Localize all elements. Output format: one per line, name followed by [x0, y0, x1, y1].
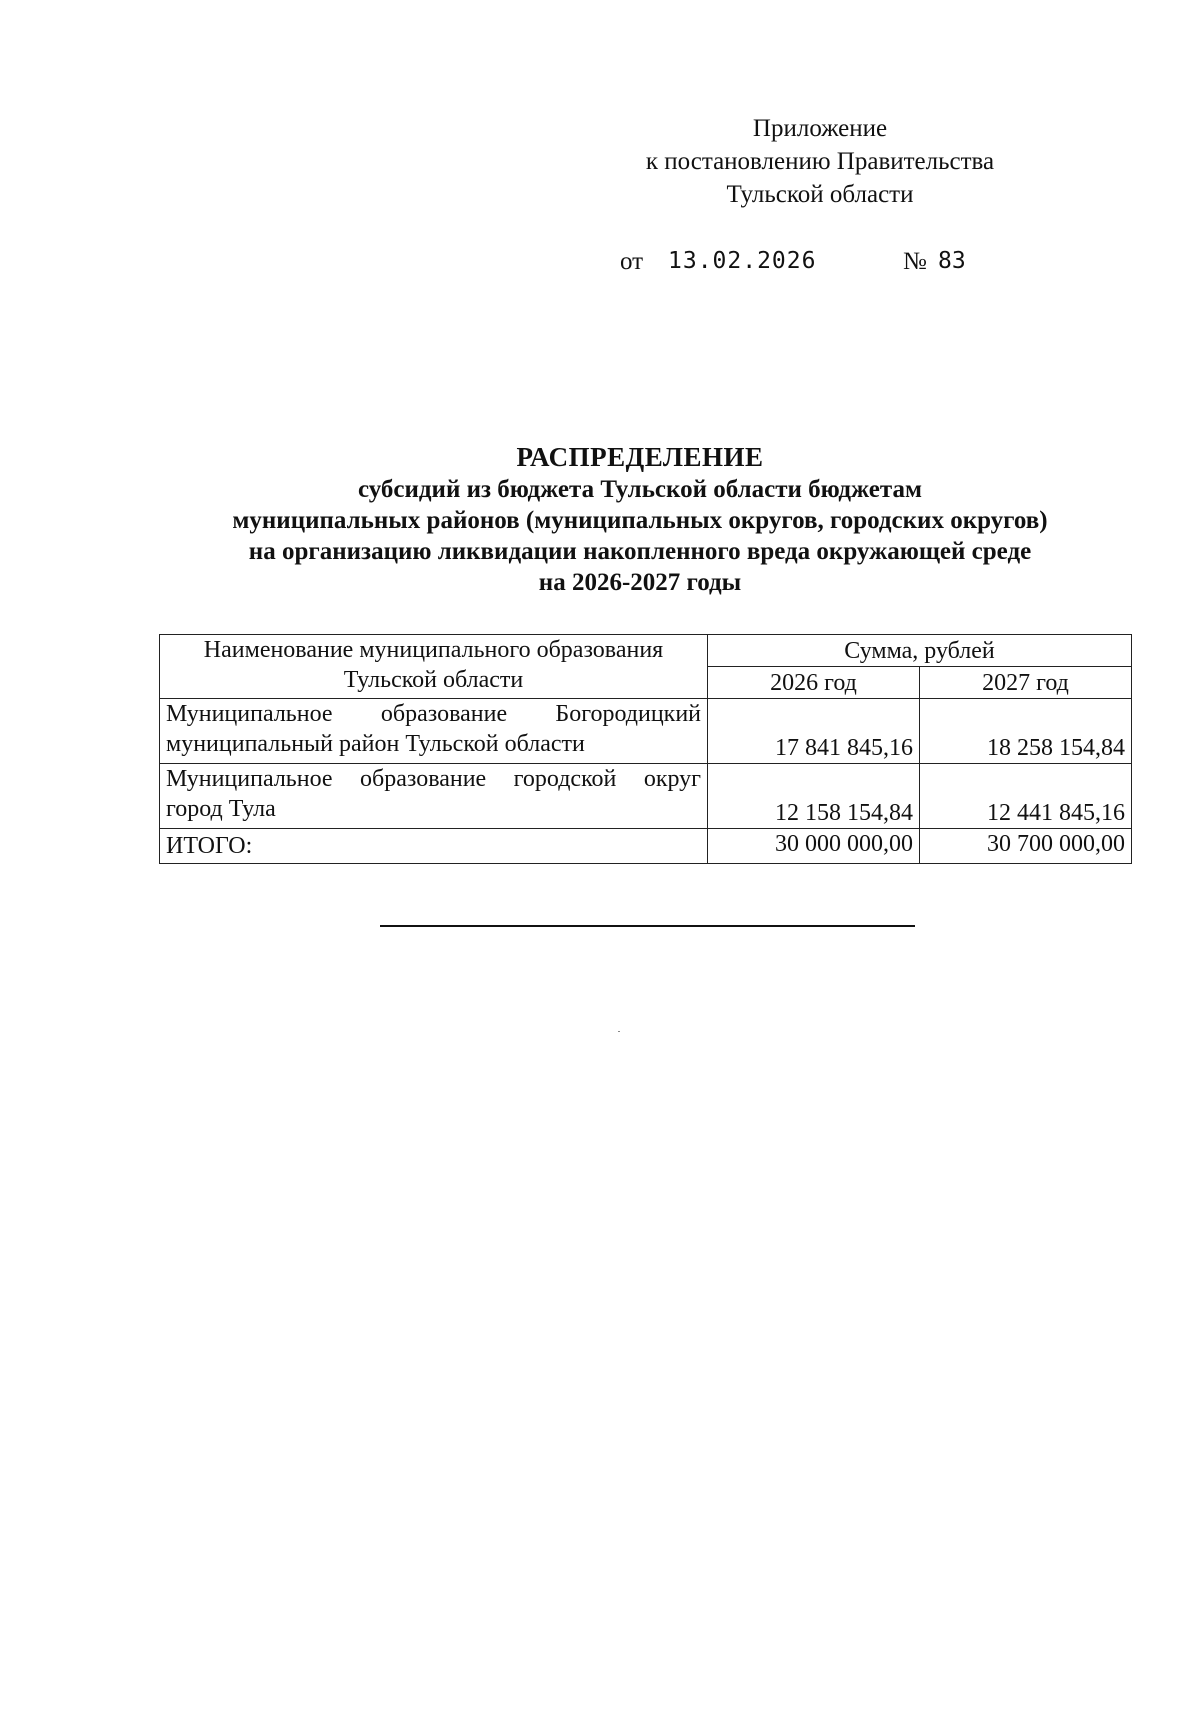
row-value-2026: 12 158 154,84: [708, 764, 920, 829]
table-total-row: [160, 829, 1132, 864]
header-name-line-1: Наименование муниципального образования: [203, 637, 664, 663]
row-name-line-1: Муниципальное образование Богородицкий: [166, 701, 702, 727]
row-name-cell: [160, 699, 708, 764]
date-prefix: от: [620, 248, 644, 275]
title-line-2: муниципальных районов (муниципальных округов, городских округов): [232, 507, 1048, 534]
table-header-row: [160, 635, 1132, 667]
header-year-2026: 2026 год: [708, 667, 920, 699]
row-value-2027: 12 441 845,16: [920, 764, 1132, 829]
title-line-1: субсидий из бюджета Тульской области бюджетам: [357, 476, 923, 503]
appendix-header: [600, 112, 1040, 211]
title-line-3: на организацию ликвидации накопленного вреда окружающей среде: [248, 538, 1032, 565]
resolution-number: 83: [938, 248, 966, 274]
distribution-table: [159, 634, 1132, 864]
document-title: [120, 440, 1160, 598]
closing-divider: [380, 925, 915, 927]
header-year-2027: 2027 год: [920, 667, 1132, 699]
appendix-title: Приложение: [752, 115, 888, 142]
total-2026: 30 000 000,00: [708, 829, 920, 864]
resolution-date: 13.02.2026: [668, 248, 817, 274]
row-name-line-1: Муниципальное образование городской округ: [166, 766, 702, 792]
table-row: [160, 699, 1132, 764]
header-name-line-2: Тульской области: [343, 667, 524, 693]
header-name-cell: [160, 635, 708, 699]
row-value-2026: 17 841 845,16: [708, 699, 920, 764]
row-name-cell: [160, 764, 708, 829]
title-line-4: на 2026-2027 годы: [538, 569, 742, 596]
scan-speck: [618, 1031, 620, 1032]
number-sign: №: [903, 248, 927, 275]
row-value-2027: 18 258 154,84: [920, 699, 1132, 764]
total-label: ИТОГО:: [160, 829, 708, 864]
appendix-region-line: Тульской области: [726, 181, 914, 208]
appendix-ref-line: к постановлению Правительства: [645, 148, 995, 175]
title-main: РАСПРЕДЕЛЕНИЕ: [516, 442, 764, 472]
row-name-line-2: город Тула: [166, 796, 276, 822]
row-name-line-2: муниципальный район Тульской области: [166, 731, 585, 757]
header-sum-cell: Сумма, рублей: [708, 635, 1132, 667]
total-2027: 30 700 000,00: [920, 829, 1132, 864]
table-row: [160, 764, 1132, 829]
